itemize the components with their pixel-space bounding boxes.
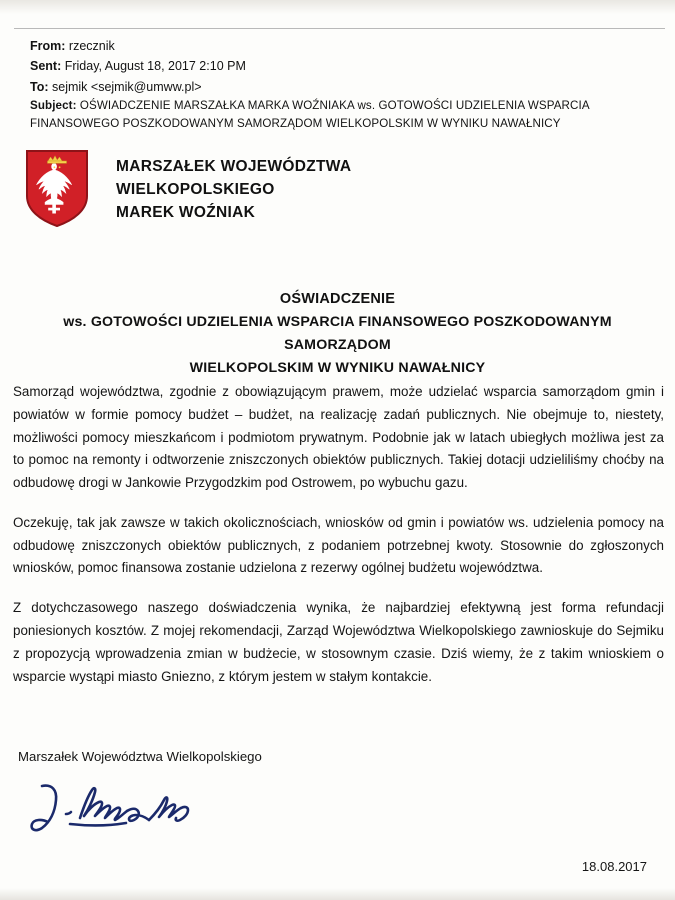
document-date: 18.08.2017 (581, 859, 647, 874)
document-subtitle-line-2: WIELKOPOLSKIM W WYNIKU NAWAŁNICY (189, 360, 486, 377)
email-from-label: From: (30, 39, 66, 53)
handwritten-signature-icon (26, 778, 226, 840)
body-paragraph-1: Samorząd województwa, zgodnie z obowiązującym prawem, może udzielać wsparcia samorządom gmin i powiatów w formie pomocy budżet – budżet, na realizację zadań publicznych. Nie obejmuje to, niestety, możliwości pomocy mieszkańcom i podmiotom prywatnym. Podobnie jak w latach ubiegłych możliwa jest za to pomoc na remonty i odtworzenie zniszczonych obiektów publicznych. Takiej dotacji udzieliliśmy choćby na odbudowę drogi w Jankowie Przygodzkim pod Ostrowem, po wybuchu gazu. (13, 384, 664, 491)
signature-caption: Marszałek Województwa Wielkopolskiego (18, 749, 262, 764)
letterhead-line-2: WIELKOPOLSKIEGO (116, 180, 275, 198)
email-to-row (30, 77, 649, 97)
body-paragraph-3: Z dotychczasowego naszego doświadczenia wynika, że najbardziej efektywną jest forma refundacji poniesionych kosztów. Z mojej rekomendacji, Zarząd Województwa Wielkopolskiego zawnioskuje do Sejmiku z propozycją wprowadzenia zmian w budżecie, w stosownym czasie. Dziś wiemy, że z takim wnioskiem o wsparcie wystąpi miasto Gniezno, z którym jestem w stałym kontakcie. (13, 600, 664, 684)
email-subject-label: Subject: (30, 98, 77, 112)
email-sent-label: Sent: (30, 59, 62, 74)
document-body (13, 381, 664, 688)
polish-eagle-crest-icon (24, 148, 90, 228)
letterhead (24, 148, 651, 232)
document-subtitle-line-1: ws. GOTOWOŚCI UDZIELENIA WSPARCIA FINANSOWEGO POSZKODOWANYM SAMORZĄDOM (63, 314, 612, 354)
email-subject-value: OŚWIADCZENIE MARSZAŁKA MARKA WOŹNIAKA ws. GOTOWOŚCI UDZIELENIA WSPARCIA FINANSOWEGO POSZKODOWANYM SAMORZĄDOM WIELKOPOLSKIM W WYNIKU NAWAŁNICY (30, 98, 590, 130)
email-sent-value: Friday, August 18, 2017 2:10 PM (64, 59, 246, 74)
email-to-label: To: (30, 79, 49, 94)
page-title: OŚWIADCZENIE (279, 291, 396, 307)
email-from-value: rzecznik (68, 39, 115, 53)
body-paragraph-2: Oczekuję, tak jak zawsze w takich okolicznościach, wniosków od gmin i powiatów ws. udzielenia pomocy na odbudowę zniszczonych obiektów publicznych, z podaniem potrzebnej kwoty. Stosownie do zgłoszonych wniosków, pomoc finansowa zostanie udzielona z rezerwy ogólnej budżetu województwa. (13, 514, 664, 576)
email-subject-row (30, 97, 649, 133)
header-divider (14, 28, 665, 29)
email-header (30, 36, 649, 133)
email-to-value: sejmik <sejmik@umww.pl> (52, 79, 202, 94)
email-sent-row (30, 56, 649, 76)
email-from-row (30, 36, 649, 56)
letterhead-text (116, 156, 351, 225)
letterhead-line-1: MARSZAŁEK WOJEWÓDZTWA (116, 158, 352, 175)
letterhead-line-3: MAREK WOŹNIAK (116, 203, 256, 221)
document-title-block (18, 288, 657, 380)
